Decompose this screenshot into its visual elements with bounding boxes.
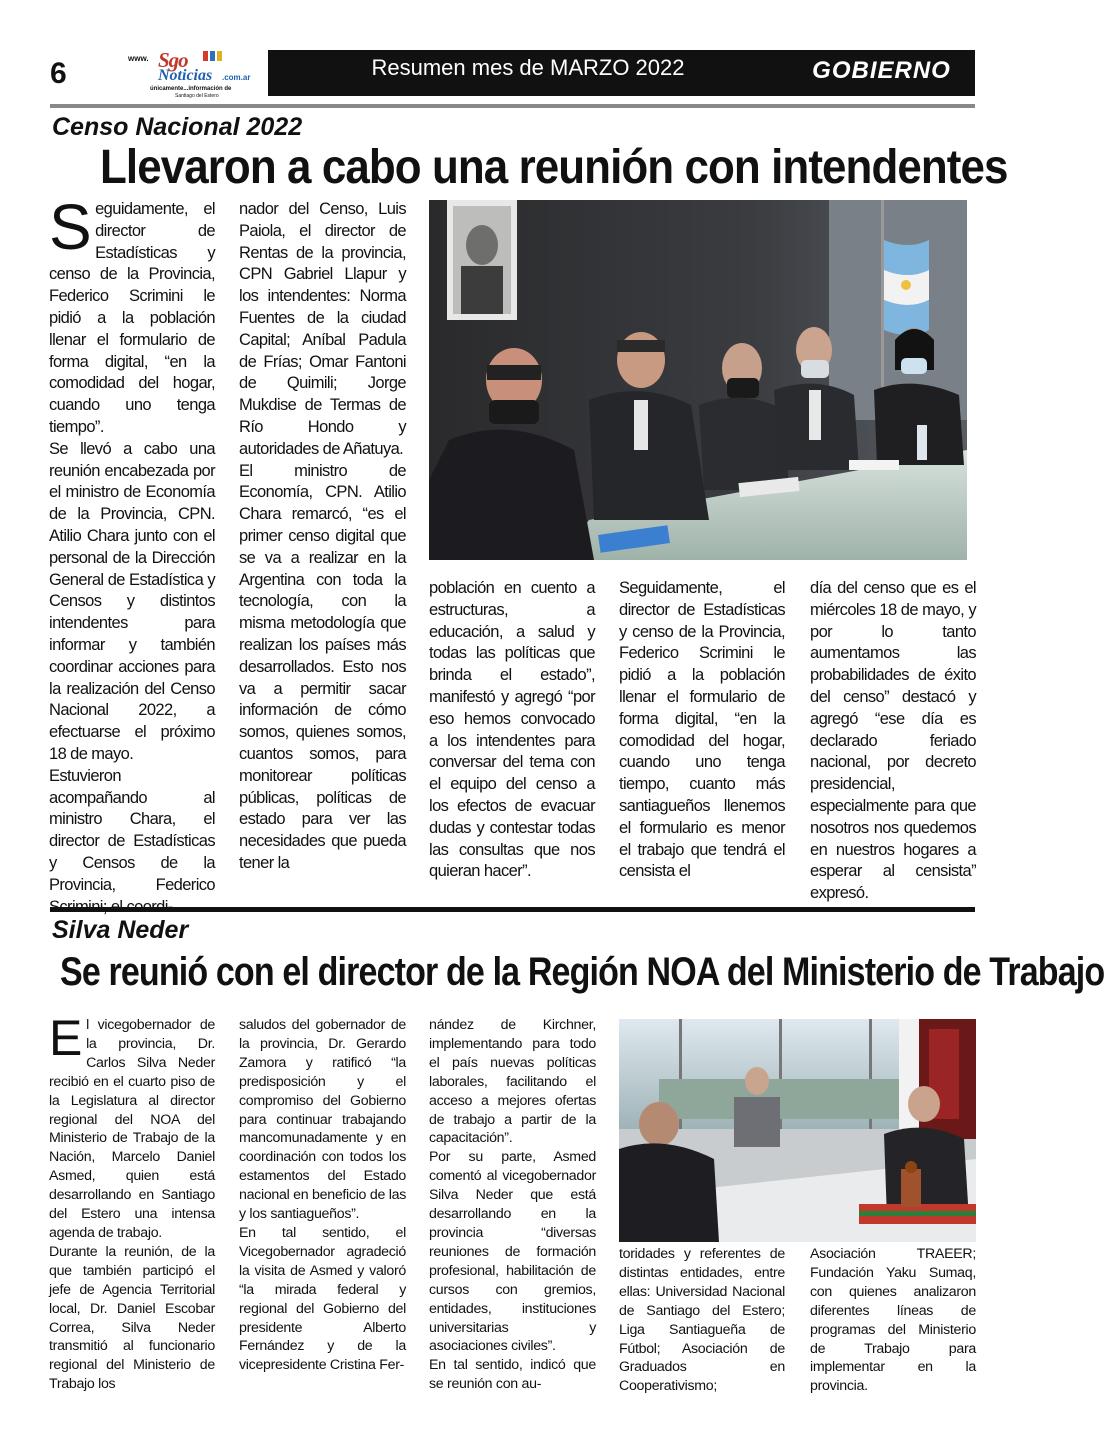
page-number: 6 bbox=[50, 57, 67, 90]
article1-headline: Llevaron a cabo una reunión con intendentes bbox=[100, 141, 1008, 194]
logo-tagline: únicamente...información de bbox=[150, 86, 232, 92]
logo-name-bottom: Noticias bbox=[158, 67, 213, 84]
article1-kicker: Censo Nacional 2022 bbox=[52, 113, 303, 141]
article1-column-2 bbox=[239, 199, 406, 894]
section-label: GOBIERNO bbox=[812, 57, 951, 84]
article2-column-1 bbox=[49, 1010, 215, 1396]
article1-column-5 bbox=[810, 578, 976, 903]
article2-column-5 bbox=[810, 1245, 976, 1397]
article2-col5-paragraph: Asociación TRAEER; Fundación Yaku Sumaq, con quienes analizaron diferentes líneas de programas del Ministerio de Trabajo para implementar en la provincia. bbox=[810, 1246, 976, 1395]
article2-col3-paragraph: Por su parte, Asmed comentó al vicegobernador Silva Neder que está desarrollando en la provincia “diversas reuniones de formación profesional, habilitación de cursos con gremios, entidades, instituciones universitarias y asociaciones civiles”. bbox=[429, 1149, 596, 1355]
article1-column-4 bbox=[619, 578, 785, 894]
legislature-meeting-photo bbox=[619, 1019, 976, 1242]
logo-tagline-2: Santiago del Estero bbox=[175, 93, 219, 99]
article2-col3-paragraph: nández de Kirchner, implementando para todo el país nuevas políticas laborales, facilitando el acceso a mejores ofertas de trabajo a partir de la capacitación”. bbox=[429, 1017, 596, 1147]
logo-bar-yellow bbox=[217, 51, 222, 61]
logo-domain: .com.ar bbox=[222, 73, 251, 82]
article2-column-4 bbox=[619, 1245, 785, 1397]
article2-headline: Se reunió con el director de la Región NOA del Ministerio de Trabajo bbox=[60, 950, 1104, 994]
article1-col1-paragraph: eguidamente, el director de Estadísticas y censo de la Provincia, Federico Scrimini le pidió a la población llenar el formulario de forma digital, “en la comodidad del hogar, cuando uno tenga tiempo”. bbox=[49, 200, 215, 436]
article1-col5-paragraph: día del censo que es el miércoles 18 de mayo, y por lo tanto aumentamos las probabilidades de éxito del censo” destacó y agregó “ese día es declarado feriado nacional, por decreto presidencial, especialmente para que nosotros nos quedemos en nuestros hogares a esperar al censista” expresó. bbox=[810, 579, 976, 903]
logo-www: www. bbox=[128, 54, 149, 63]
article1-col4-paragraph: Seguidamente, el director de Estadísticas y censo de la Provincia, Federico Scrimini le pidió a la población llenar el formulario de forma digital, “en la comodidad del hogar, cuando uno tenga tiempo, cuanto más santiagueños llenemos el formulario es menor el trabajo que tendrá el censista el bbox=[619, 579, 785, 881]
article1-column-3 bbox=[429, 578, 595, 894]
issue-title: Resumen mes de MARZO 2022 bbox=[371, 55, 685, 80]
article2-col2-paragraph: saludos del gobernador de la provincia, Dr. Gerardo Zamora y ratificó “la predisposición y el compromiso del Gobierno para continuar trabajando mancomunadamente y en coordinación con todos los estamentos del Estado nacional en beneficio de las y los santiagueños”. bbox=[239, 1017, 406, 1223]
article2-col3-paragraph: En tal sentido, indicó que se reunión con au- bbox=[429, 1357, 596, 1393]
article1-drop-cap: S bbox=[49, 191, 92, 263]
article1-col2-paragraph: nador del Censo, Luis Paiola, el director de Rentas de la provincia, CPN Gabriel Llapur y los intendentes: Norma Fuentes de la ciudad Capital; Aníbal Padula de Frías; Omar Fantoni de Quimili; Jorge Mukdise de Termas de Río Hondo y autoridades de Añatuya. bbox=[239, 200, 406, 458]
logo-name-top: Sgo bbox=[158, 48, 188, 72]
article2-col2-paragraph: En tal sentido, el Vicegobernador agradeció la visita de Asmed y valoró “la mirada federal y regional del Gobierno del presidente Alberto Fernández y de la vicepresidente Cristina Fer- bbox=[239, 1224, 406, 1374]
section-divider bbox=[50, 907, 975, 912]
article2-col1-paragraph: l vicegobernador de la provincia, Dr. Carlos Silva Neder recibió en el cuarto piso de la Legislatura al director regional del NOA del Ministerio de Trabajo de la Nación, Marcelo Daniel Asmed, quien está desarrollando en Santiago del Estero una intensa agenda de trabajo. bbox=[49, 1017, 215, 1241]
logo-bar-red bbox=[203, 51, 208, 61]
article1-col3-paragraph: población en cuento a estructuras, a educación, a salud y todas las políticas que brinda el estado”, manifestó y agregó “por eso hemos convocado a los intendentes para conversar del tema con el equipo del censo a los efectos de evacuar dudas y contestar todas las consultas que nos quieran hacer”. bbox=[429, 579, 595, 881]
article1-col1-paragraph: Estuvieron acompañando al ministro Chara, el director de Estadísticas y Censos de la Provincia, Federico bbox=[49, 766, 215, 894]
header-rule bbox=[50, 104, 975, 108]
census-meeting-photo bbox=[429, 200, 967, 560]
article1-col1-paragraph: Se llevó a cabo una reunión encabezada por el ministro de Economía de la Provincia, CPN. Atilio Chara junto con el personal de la Dirección General de Estadística y Censos y distintos intendentes para informar y también coordinar acciones para la realización del Censo Nacional 2022, a efectuarse el próximo 18 de mayo. bbox=[49, 439, 215, 763]
article1-col2-paragraph: El ministro de Economía, CPN. Atilio Chara remarcó, “es el primer censo digital que se va a realizar en la Argentina con toda la tecnología, con la misma metodología que realizan los países más desarrollados. Esto nos va a permitir sacar información de cómo somos, quienes somos, cuantos somos, para monitorear políticas públicas, políticas de estado para ver las necesidades que pueda tener la bbox=[239, 461, 406, 872]
logo-bar-blue bbox=[210, 51, 215, 61]
article2-column-3 bbox=[429, 1016, 596, 1396]
sgo-noticias-logo bbox=[120, 48, 265, 100]
article2-drop-cap: E bbox=[49, 1010, 83, 1066]
article2-col1-paragraph: Durante la reunión, de la que también participó el jefe de Agencia Territorial local, Dr. Daniel Escobar Correa, Silva Neder transmitió al funcionario regional del Ministerio de Trabajo los bbox=[49, 1243, 215, 1393]
article2-col4-paragraph: toridades y referentes de distintas entidades, entre ellas: Universidad Nacional de Santiago del Estero; Liga Santiagueña de Fútbol; Asociación de Graduados en Cooperativismo; bbox=[619, 1246, 785, 1395]
article2-kicker: Silva Neder bbox=[52, 916, 189, 944]
article1-column-1 bbox=[49, 191, 215, 894]
article2-column-2 bbox=[239, 1016, 406, 1396]
